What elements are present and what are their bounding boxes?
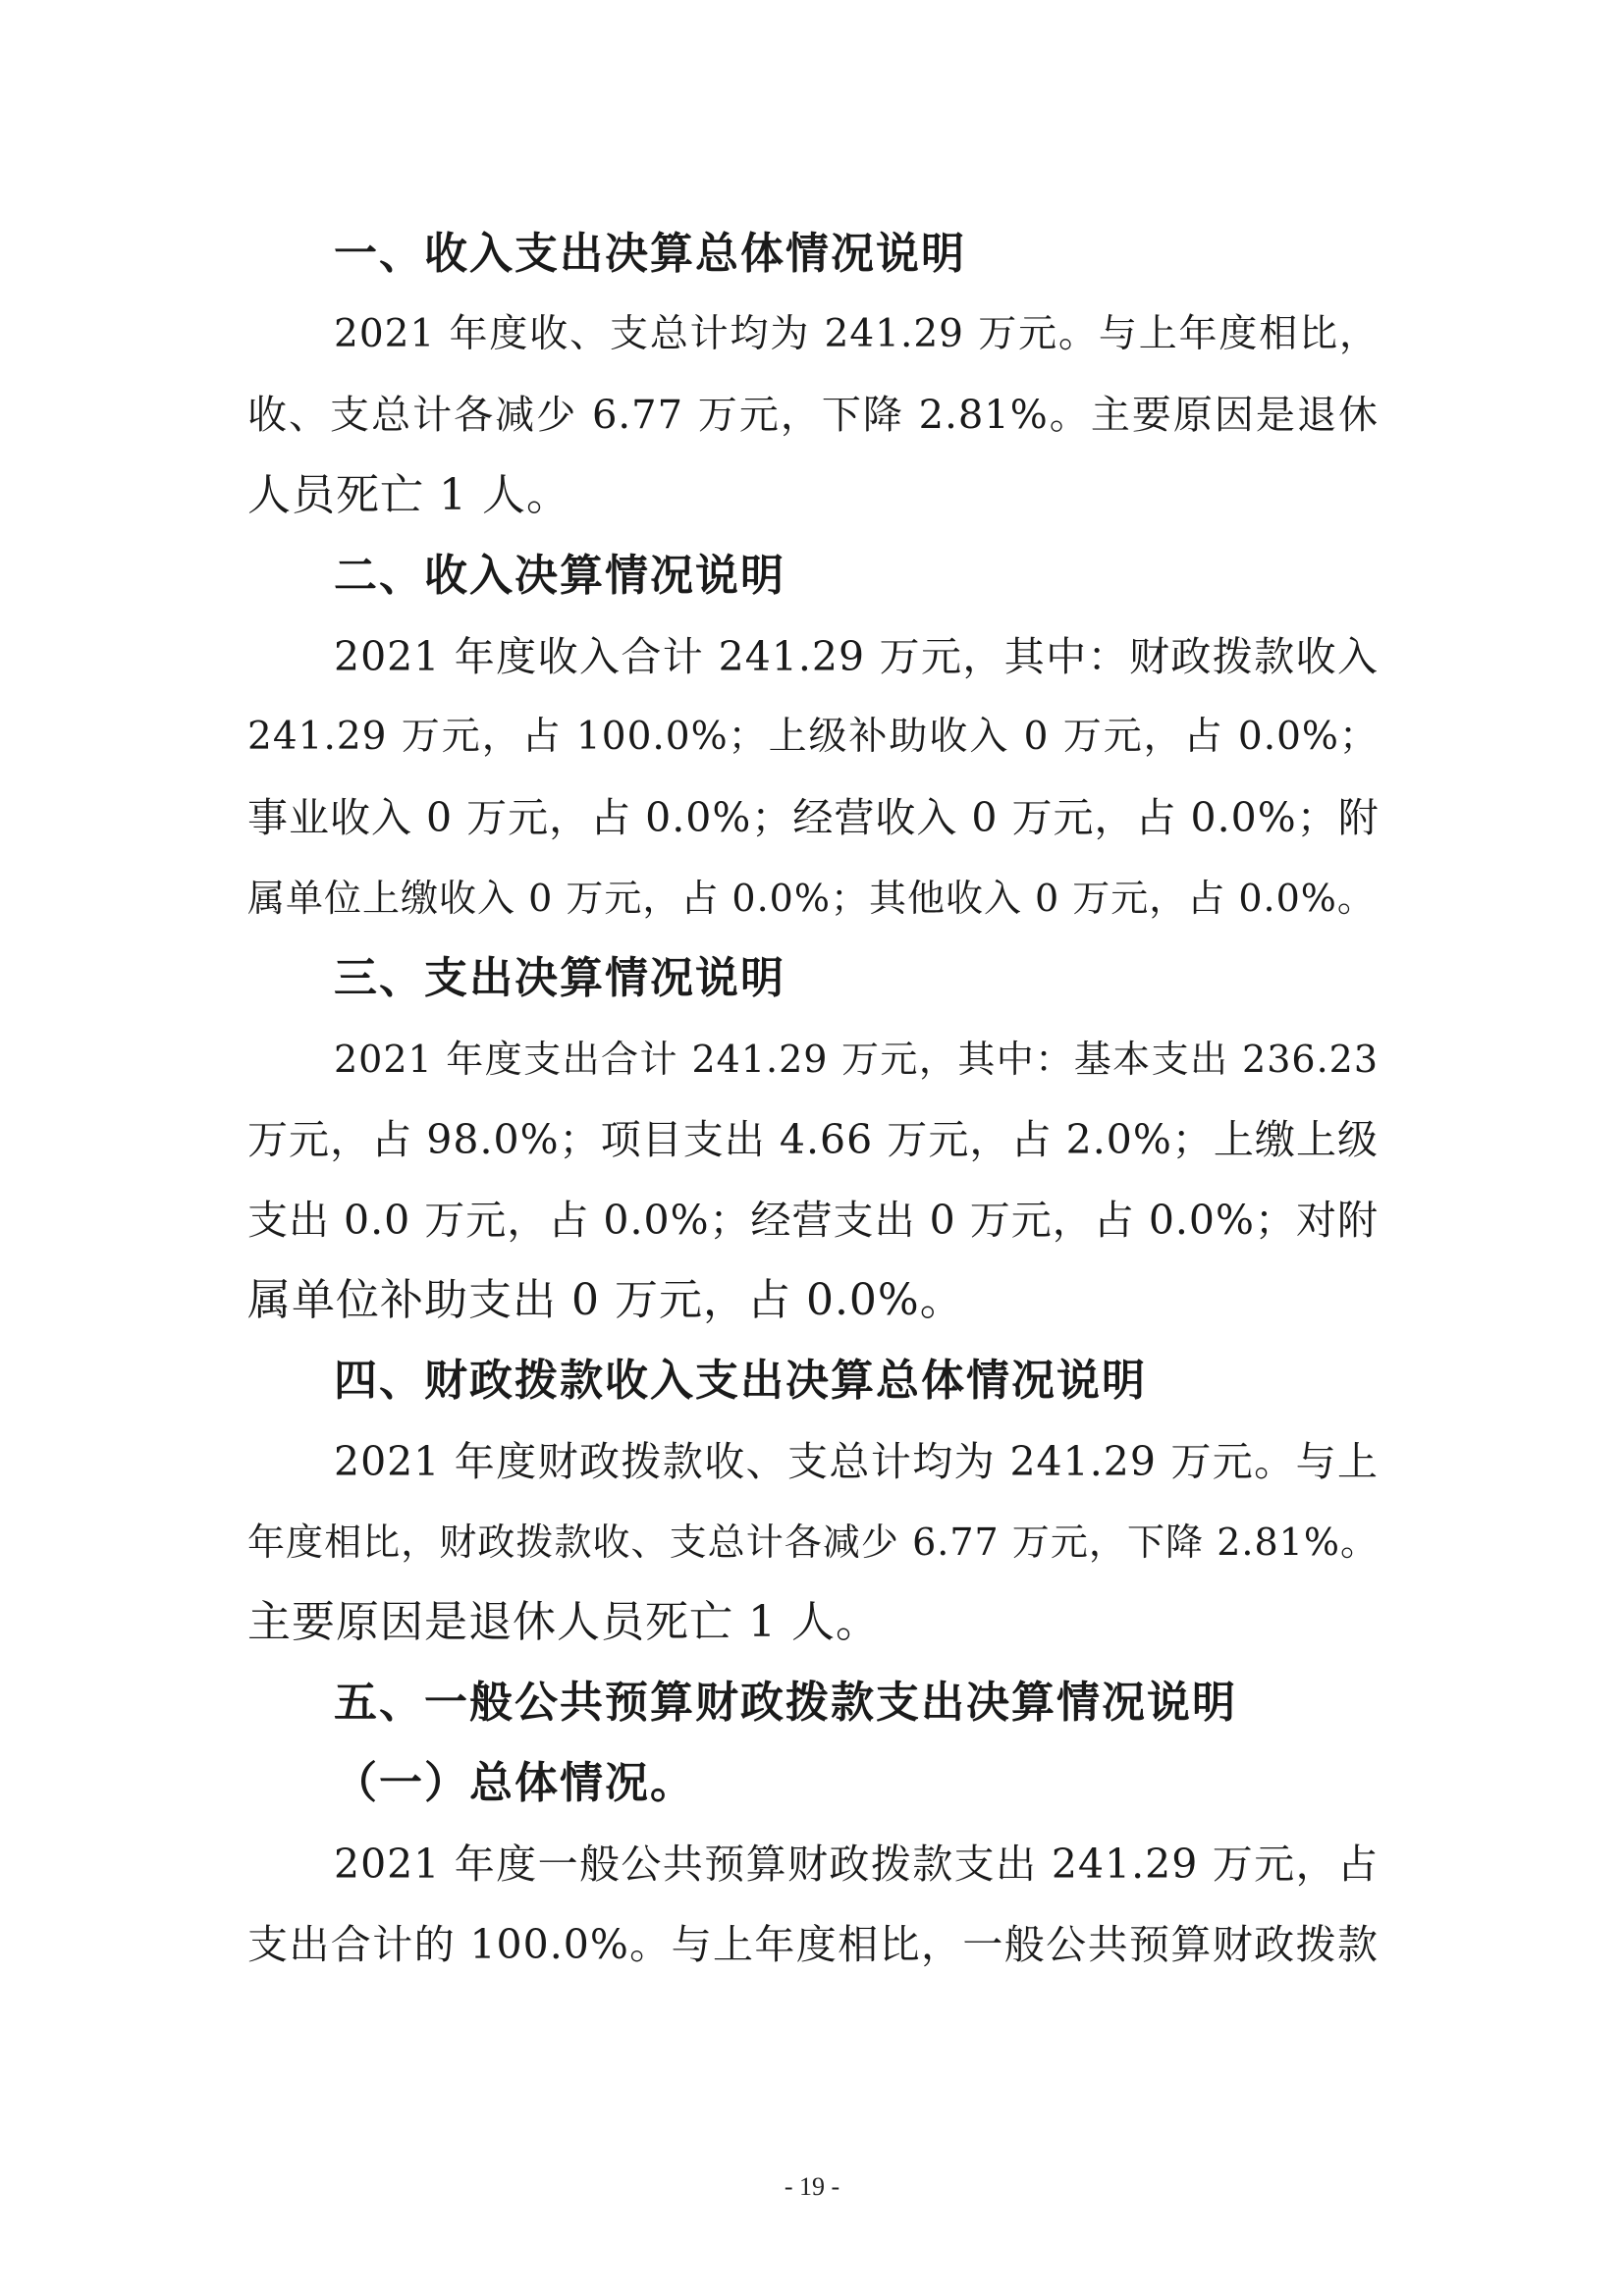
section-heading-2: 二、收入决算情况说明 — [334, 551, 785, 601]
paragraph-line: 2021 年度支出合计 241.29 万元，其中：基本支出 236.23 — [334, 1038, 1379, 1081]
section-heading-4: 四、财政拨款收入支出决算总体情况说明 — [334, 1356, 1147, 1406]
paragraph-line: 万元，占 98.0%；项目支出 4.66 万元，占 2.0%；上缴上级 — [247, 1116, 1379, 1163]
paragraph-line: 支出 0.0 万元，占 0.0%；经营支出 0 万元，占 0.0%；对附 — [247, 1197, 1379, 1244]
paragraph-line: 人员死亡 1 人。 — [247, 470, 570, 520]
paragraph-line: 事业收入 0 万元，占 0.0%；经营收入 0 万元，占 0.0%；附 — [247, 794, 1380, 841]
paragraph-line: 属单位补助支出 0 万元，占 0.0%。 — [247, 1275, 964, 1325]
paragraph-line: 2021 年度一般公共预算财政拨款支出 241.29 万元，占 — [334, 1841, 1379, 1888]
paragraph-line: 支出合计的 100.0%。与上年度相比，一般公共预算财政拨款 — [247, 1921, 1379, 1968]
section-heading-1: 一、收入支出决算总体情况说明 — [334, 229, 966, 279]
section-heading-3: 三、支出决算情况说明 — [334, 953, 785, 1003]
paragraph-line: 241.29 万元，占 100.0%；上级补助收入 0 万元，占 0.0%； — [247, 715, 1379, 759]
paragraph-line: 2021 年度财政拨款收、支总计均为 241.29 万元。与上 — [334, 1438, 1379, 1485]
paragraph-line: 年度相比，财政拨款收、支总计各减少 6.77 万元，下降 2.81%。 — [247, 1521, 1379, 1564]
paragraph-line: 主要原因是退休人员死亡 1 人。 — [247, 1597, 880, 1647]
paragraph-line: 属单位上缴收入 0 万元，占 0.0%；其他收入 0 万元，占 0.0%。 — [247, 877, 1376, 920]
subsection-heading: （一）总体情况。 — [334, 1758, 695, 1808]
paragraph-line: 2021 年度收入合计 241.29 万元，其中：财政拨款收入 — [334, 633, 1379, 680]
section-heading-5: 五、一般公共预算财政拨款支出决算情况说明 — [334, 1678, 1237, 1728]
paragraph-line: 收、支总计各减少 6.77 万元，下降 2.81%。主要原因是退休 — [247, 393, 1379, 438]
paragraph-line: 2021 年度收、支总计均为 241.29 万元。与上年度相比， — [334, 312, 1379, 356]
document-body — [247, 214, 1379, 1985]
page-number: - 19 - — [784, 2172, 840, 2201]
